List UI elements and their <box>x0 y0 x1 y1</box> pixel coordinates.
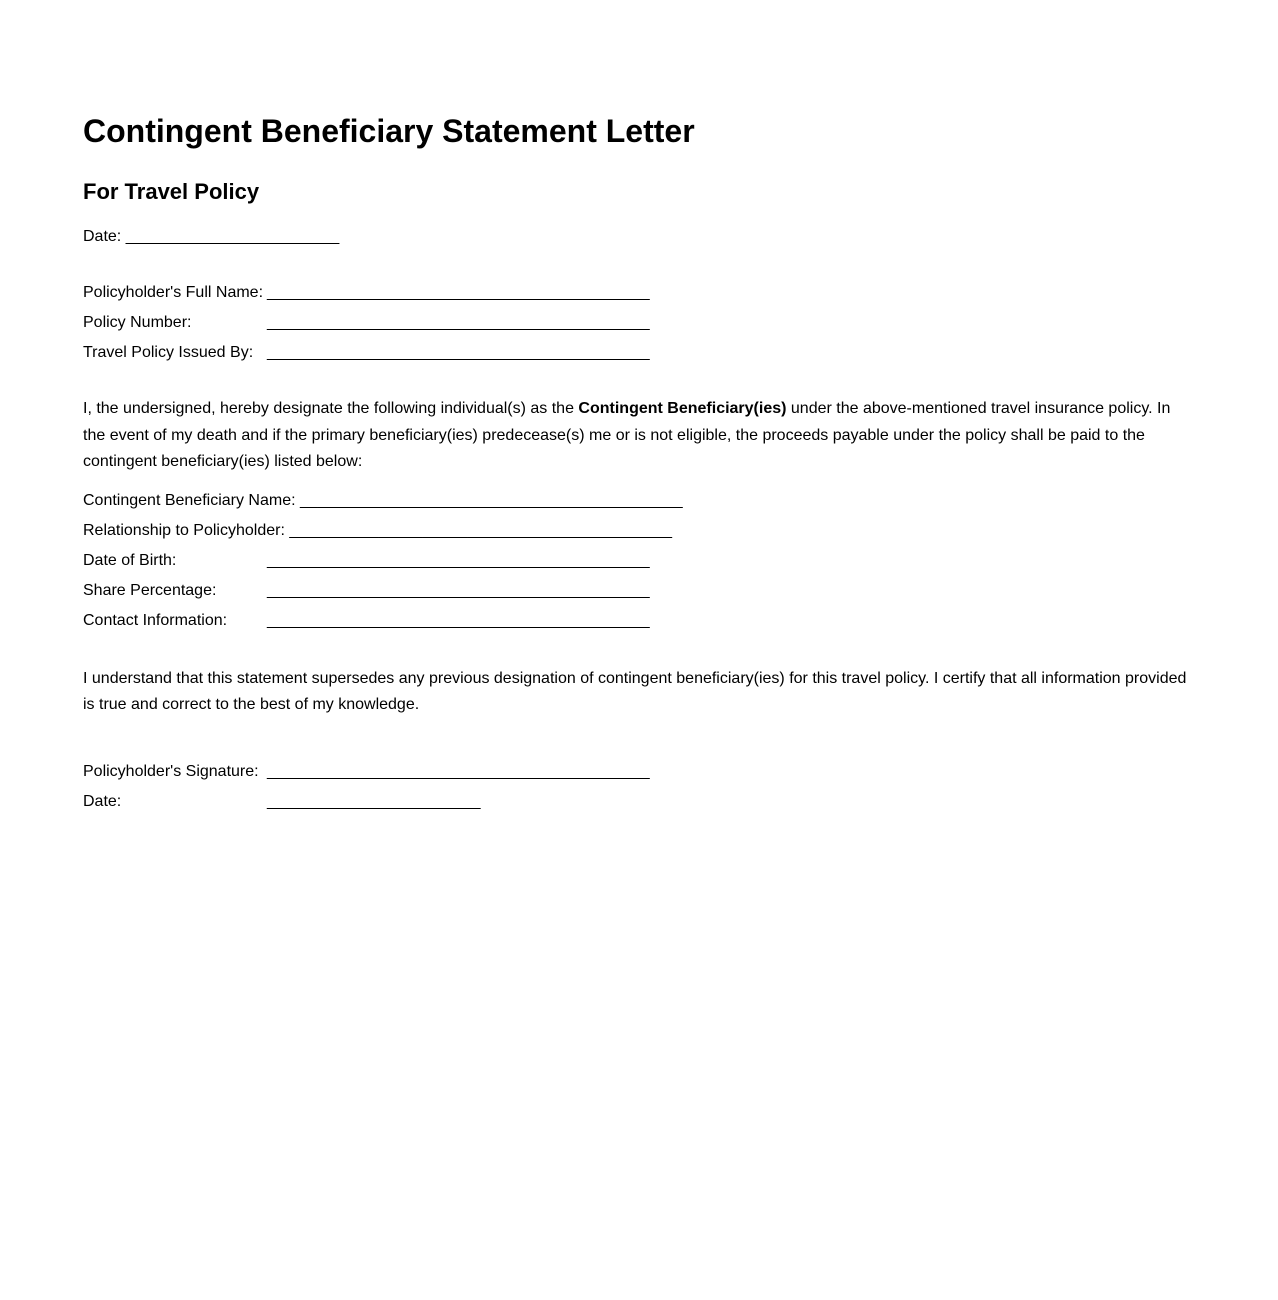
blank-line: ___________________________________________ <box>267 611 650 629</box>
blank-line: ___________________________________________ <box>267 581 650 599</box>
field-row-contact-information <box>83 606 1196 636</box>
blank-line: ___________________________________________ <box>267 284 650 301</box>
page-subtitle: For Travel Policy <box>83 179 260 204</box>
field-row-date-of-birth <box>83 546 1196 576</box>
field-label: Policy Number: <box>83 314 192 331</box>
field-row-share-percentage <box>83 576 1196 606</box>
policyholder-info-section <box>83 278 1196 368</box>
blank-line: ___________________________________________ <box>267 314 650 331</box>
field-label: Policyholder's Full Name: <box>83 284 264 301</box>
signature-section <box>83 757 1196 817</box>
field-label: Travel Policy Issued By: <box>83 344 254 361</box>
field-label: Date: <box>83 792 122 810</box>
confirmation-paragraph: I understand that this statement supersedes any previous designation of contingent beneficiary(ies) for this travel policy. I certify that all information provided is true and correct to the best of my knowledge. <box>83 669 1187 713</box>
designation-paragraph-end: under the above-mentioned travel insurance policy. In the event of my death and if the primary beneficiary(ies) predecease(s) me or is not eligible, the proceeds payable under the policy shall be paid to the contingent beneficiary(ies) listed below: <box>83 400 1171 470</box>
field-row-relationship-to-policyholder <box>83 516 1196 546</box>
beneficiary-info-section <box>83 486 1196 636</box>
field-row-policyholder-signature <box>83 757 1196 787</box>
blank-line: ___________________________________________ <box>300 491 683 509</box>
top-date-blank-line: ________________________ <box>125 228 340 245</box>
page-title: Contingent Beneficiary Statement Letter <box>83 113 695 149</box>
field-label: Share Percentage: <box>83 581 217 599</box>
top-date-field <box>83 226 1196 248</box>
field-label: Date of Birth: <box>83 551 177 569</box>
blank-line: ________________________ <box>267 792 481 810</box>
designation-paragraph <box>83 396 1196 476</box>
field-row-contingent-beneficiary-name <box>83 486 1196 516</box>
field-row-policyholder-full-name <box>83 278 1196 308</box>
designation-paragraph-bold-term: Contingent Beneficiary(ies) <box>578 400 787 417</box>
field-label: Policyholder's Signature: <box>83 762 259 780</box>
blank-line: ___________________________________________ <box>267 762 650 780</box>
top-date-label: Date: <box>83 228 122 245</box>
blank-line: ___________________________________________ <box>267 344 650 361</box>
field-label: Contact Information: <box>83 611 228 629</box>
blank-line: ___________________________________________ <box>267 551 650 569</box>
blank-line: ___________________________________________ <box>289 521 672 539</box>
field-row-travel-policy-issued-by <box>83 338 1196 368</box>
field-label: Relationship to Policyholder: <box>83 521 285 539</box>
field-row-policy-number <box>83 308 1196 338</box>
field-row-signature-date <box>83 787 1196 817</box>
field-label: Contingent Beneficiary Name: <box>83 491 296 509</box>
designation-paragraph-start: I, the undersigned, hereby designate the following individual(s) as the <box>83 400 579 417</box>
